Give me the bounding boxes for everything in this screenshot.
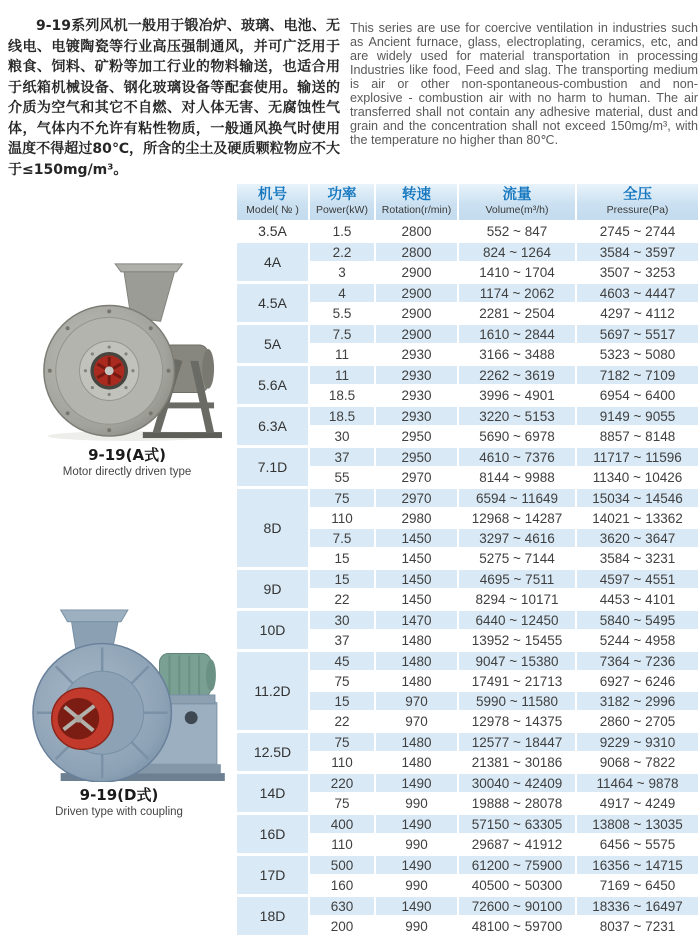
cell-volume: 13952 ~ 15455	[458, 630, 576, 651]
cell-rotation: 2800	[375, 221, 458, 242]
fan-b-photo	[10, 604, 228, 782]
cell-power: 400	[309, 814, 375, 835]
cell-model: 17D	[237, 855, 309, 896]
header-power-zh: 功率	[327, 187, 357, 203]
cell-power: 160	[309, 875, 375, 896]
figure-a-subtitle: Motor directly driven type	[62, 466, 192, 478]
cell-power: 15	[309, 548, 375, 569]
cell-pressure: 9149 ~ 9055	[576, 406, 698, 427]
cell-volume: 3297 ~ 4616	[458, 528, 576, 548]
cell-power: 75	[309, 671, 375, 691]
cell-power: 1.5	[309, 221, 375, 242]
cell-power: 37	[309, 447, 375, 468]
cell-model: 7.1D	[237, 447, 309, 488]
cell-power: 75	[309, 732, 375, 753]
cell-model: 18D	[237, 896, 309, 936]
header-model-en: Model( № )	[246, 204, 299, 216]
cell-rotation: 1450	[375, 569, 458, 590]
cell-volume: 72600 ~ 90100	[458, 896, 576, 917]
cell-volume: 8294 ~ 10171	[458, 589, 576, 610]
cell-volume: 29687 ~ 41912	[458, 834, 576, 855]
cell-rotation: 1480	[375, 732, 458, 753]
header-rotation-zh: 转速	[402, 187, 431, 203]
cell-power: 30	[309, 610, 375, 631]
cell-power: 15	[309, 569, 375, 590]
cell-pressure: 6456 ~ 5575	[576, 834, 698, 855]
cell-power: 11	[309, 365, 375, 386]
header-volume-en: Volume(m³/h)	[485, 204, 549, 216]
cell-power: 110	[309, 834, 375, 855]
cell-pressure: 3507 ~ 3253	[576, 262, 698, 283]
cell-rotation: 970	[375, 691, 458, 711]
table-row	[237, 855, 698, 876]
cell-pressure: 2860 ~ 2705	[576, 711, 698, 732]
cell-power: 4	[309, 283, 375, 304]
cell-rotation: 2980	[375, 508, 458, 528]
cell-volume: 3996 ~ 4901	[458, 385, 576, 406]
cell-model: 16D	[237, 814, 309, 855]
cell-rotation: 2800	[375, 242, 458, 263]
cell-rotation: 1480	[375, 752, 458, 773]
cell-power: 7.5	[309, 528, 375, 548]
cell-model: 4A	[237, 242, 309, 283]
cell-power: 110	[309, 752, 375, 773]
header-power-en: Power(kW)	[316, 204, 368, 216]
cell-rotation: 2930	[375, 385, 458, 406]
cell-power: 18.5	[309, 406, 375, 427]
cell-rotation: 1490	[375, 855, 458, 876]
cell-power: 75	[309, 793, 375, 814]
cell-rotation: 1450	[375, 528, 458, 548]
cell-volume: 5690 ~ 6978	[458, 426, 576, 447]
cell-power: 630	[309, 896, 375, 917]
cell-volume: 824 ~ 1264	[458, 242, 576, 263]
header-volume-zh: 流量	[502, 187, 532, 203]
cell-pressure: 13808 ~ 13035	[576, 814, 698, 835]
cell-volume: 2281 ~ 2504	[458, 303, 576, 324]
cell-pressure: 11340 ~ 10426	[576, 467, 698, 488]
cell-volume: 1174 ~ 2062	[458, 283, 576, 304]
cell-rotation: 1450	[375, 548, 458, 569]
cell-rotation: 1490	[375, 773, 458, 794]
header-pressure-zh: 全压	[623, 187, 652, 203]
cell-pressure: 15034 ~ 14546	[576, 488, 698, 509]
cell-rotation: 990	[375, 793, 458, 814]
table-row	[237, 242, 698, 263]
cell-pressure: 6927 ~ 6246	[576, 671, 698, 691]
header-power	[309, 184, 375, 221]
cell-volume: 2262 ~ 3619	[458, 365, 576, 386]
cell-model: 14D	[237, 773, 309, 814]
cell-power: 3	[309, 262, 375, 283]
cell-volume: 19888 ~ 28078	[458, 793, 576, 814]
cell-pressure: 7169 ~ 6450	[576, 875, 698, 896]
cell-power: 2.2	[309, 242, 375, 263]
table-row	[237, 773, 698, 794]
cell-power: 22	[309, 589, 375, 610]
cell-volume: 40500 ~ 50300	[458, 875, 576, 896]
cell-power: 5.5	[309, 303, 375, 324]
cell-rotation: 2950	[375, 426, 458, 447]
cell-rotation: 2900	[375, 283, 458, 304]
intro-paragraph-chinese: 9-19系列风机一般用于锻冶炉、玻璃、电池、无线电、电镀陶瓷等行业高压强制通风，并可广泛用于粮食、饲料、矿粉等加工行业的物料输送，也适合用于纸箱机械设备、钢化玻璃设备等配套使用。输送的介质为空气和其它不自燃、对人体无害、无腐蚀性气体，气体内不允许有粘性物质，一般通风换气时使用温度不得超过80℃，所含的尘土及硬质颗粒物应不大于≤150mg/m³。	[8, 18, 340, 178]
cell-volume: 57150 ~ 63305	[458, 814, 576, 835]
cell-pressure: 6954 ~ 6400	[576, 385, 698, 406]
cell-volume: 8144 ~ 9988	[458, 467, 576, 488]
fan-b-inlet	[52, 688, 113, 749]
header-pressure-en: Pressure(Pa)	[606, 204, 669, 216]
spec-table-body	[237, 221, 698, 935]
cell-rotation: 990	[375, 916, 458, 935]
cell-rotation: 970	[375, 711, 458, 732]
cell-pressure: 11717 ~ 11596	[576, 447, 698, 468]
cell-pressure: 3584 ~ 3231	[576, 548, 698, 569]
cell-rotation: 1470	[375, 610, 458, 631]
cell-pressure: 7364 ~ 7236	[576, 651, 698, 672]
cell-power: 37	[309, 630, 375, 651]
cell-rotation: 990	[375, 875, 458, 896]
cell-pressure: 8857 ~ 8148	[576, 426, 698, 447]
cell-power: 200	[309, 916, 375, 935]
cell-volume: 12978 ~ 14375	[458, 711, 576, 732]
cell-volume: 17491 ~ 21713	[458, 671, 576, 691]
cell-rotation: 990	[375, 834, 458, 855]
cell-power: 18.5	[309, 385, 375, 406]
cell-rotation: 2900	[375, 324, 458, 345]
table-row	[237, 569, 698, 590]
cell-pressure: 14021 ~ 13362	[576, 508, 698, 528]
table-row	[237, 221, 698, 242]
cell-model: 10D	[237, 610, 309, 651]
table-row	[237, 406, 698, 427]
cell-power: 11	[309, 344, 375, 365]
header-pressure	[576, 184, 698, 221]
cell-power: 55	[309, 467, 375, 488]
cell-volume: 5275 ~ 7144	[458, 548, 576, 569]
figure-b-title: 9-19(D式)	[79, 786, 159, 804]
figure-fan-a	[28, 256, 226, 478]
cell-power: 220	[309, 773, 375, 794]
header-rotation	[375, 184, 458, 221]
header-rotation-en: Rotation(r/min)	[381, 204, 452, 216]
cell-volume: 6594 ~ 11649	[458, 488, 576, 509]
cell-rotation: 2970	[375, 488, 458, 509]
cell-rotation: 2930	[375, 406, 458, 427]
header-volume	[458, 184, 576, 221]
cell-pressure: 5323 ~ 5080	[576, 344, 698, 365]
cell-pressure: 11464 ~ 9878	[576, 773, 698, 794]
table-row	[237, 610, 698, 631]
cell-volume: 4610 ~ 7376	[458, 447, 576, 468]
cell-pressure: 9068 ~ 7822	[576, 752, 698, 773]
cell-pressure: 2745 ~ 2744	[576, 221, 698, 242]
cell-model: 4.5A	[237, 283, 309, 324]
cell-pressure: 3182 ~ 2996	[576, 691, 698, 711]
fan-a-photo	[28, 256, 226, 442]
cell-pressure: 4603 ~ 4447	[576, 283, 698, 304]
table-row	[237, 324, 698, 345]
cell-volume: 12577 ~ 18447	[458, 732, 576, 753]
cell-model: 11.2D	[237, 651, 309, 732]
cell-model: 5A	[237, 324, 309, 365]
cell-rotation: 1480	[375, 630, 458, 651]
figure-fan-b	[10, 604, 228, 818]
cell-volume: 61200 ~ 75900	[458, 855, 576, 876]
cell-pressure: 3584 ~ 3597	[576, 242, 698, 263]
cell-volume: 12968 ~ 14287	[458, 508, 576, 528]
cell-pressure: 4453 ~ 4101	[576, 589, 698, 610]
cell-pressure: 9229 ~ 9310	[576, 732, 698, 753]
table-row	[237, 283, 698, 304]
cell-pressure: 3620 ~ 3647	[576, 528, 698, 548]
cell-power: 75	[309, 488, 375, 509]
cell-volume: 21381 ~ 30186	[458, 752, 576, 773]
cell-volume: 1610 ~ 2844	[458, 324, 576, 345]
cell-volume: 30040 ~ 42409	[458, 773, 576, 794]
cell-pressure: 4917 ~ 4249	[576, 793, 698, 814]
table-row	[237, 651, 698, 672]
cell-volume: 9047 ~ 15380	[458, 651, 576, 672]
cell-pressure: 4297 ~ 4112	[576, 303, 698, 324]
cell-volume: 1410 ~ 1704	[458, 262, 576, 283]
table-row	[237, 896, 698, 917]
cell-volume: 3166 ~ 3488	[458, 344, 576, 365]
cell-power: 7.5	[309, 324, 375, 345]
intro-paragraph-english: This series are use for coercive ventilation in industries such as Ancient furnace, glass, electroplating, ceramics, etc, and are widely used for material transportation in processing Industries like food, Feed and slag. The transporting medium is air or other non-spontaneous-combustion and non- explosive - combustion air with no harm to human. The air transferred shall not contain any adhesive material, dust and grain and the concentration shall not exceed 150mg/m³, with the temperature no higher than 80℃.	[350, 21, 698, 147]
cell-volume: 48100 ~ 59700	[458, 916, 576, 935]
cell-rotation: 2900	[375, 262, 458, 283]
cell-model: 9D	[237, 569, 309, 610]
cell-pressure: 18336 ~ 16497	[576, 896, 698, 917]
cell-rotation: 2900	[375, 303, 458, 324]
table-row	[237, 447, 698, 468]
cell-power: 15	[309, 691, 375, 711]
cell-rotation: 2930	[375, 365, 458, 386]
spec-table	[237, 184, 698, 935]
cell-volume: 3220 ~ 5153	[458, 406, 576, 427]
table-row	[237, 814, 698, 835]
header-model-zh: 机号	[258, 187, 287, 203]
fan-a-housing	[44, 305, 175, 436]
cell-model: 5.6A	[237, 365, 309, 406]
cell-rotation: 2970	[375, 467, 458, 488]
cell-power: 45	[309, 651, 375, 672]
cell-pressure: 8037 ~ 7231	[576, 916, 698, 935]
cell-rotation: 1480	[375, 651, 458, 672]
cell-rotation: 1490	[375, 896, 458, 917]
header-model	[237, 184, 309, 221]
cell-model: 6.3A	[237, 406, 309, 447]
table-row	[237, 732, 698, 753]
cell-volume: 4695 ~ 7511	[458, 569, 576, 590]
cell-pressure: 4597 ~ 4551	[576, 569, 698, 590]
cell-rotation: 2950	[375, 447, 458, 468]
figure-b-subtitle: Driven type with coupling	[55, 806, 183, 818]
cell-pressure: 7182 ~ 7109	[576, 365, 698, 386]
table-row	[237, 365, 698, 386]
spec-table-header-row	[237, 184, 698, 221]
cell-rotation: 1490	[375, 814, 458, 835]
cell-rotation: 2930	[375, 344, 458, 365]
cell-model: 12.5D	[237, 732, 309, 773]
cell-pressure: 16356 ~ 14715	[576, 855, 698, 876]
cell-power: 30	[309, 426, 375, 447]
cell-pressure: 5840 ~ 5495	[576, 610, 698, 631]
cell-rotation: 1450	[375, 589, 458, 610]
cell-volume: 6440 ~ 12450	[458, 610, 576, 631]
cell-pressure: 5244 ~ 4958	[576, 630, 698, 651]
cell-rotation: 1480	[375, 671, 458, 691]
cell-volume: 5990 ~ 11580	[458, 691, 576, 711]
cell-power: 500	[309, 855, 375, 876]
cell-power: 110	[309, 508, 375, 528]
cell-model: 3.5A	[258, 223, 287, 239]
cell-pressure: 5697 ~ 5517	[576, 324, 698, 345]
cell-volume: 552 ~ 847	[458, 221, 576, 242]
cell-power: 22	[309, 711, 375, 732]
cell-model: 8D	[237, 488, 309, 569]
table-row	[237, 488, 698, 509]
figure-a-title: 9-19(A式)	[88, 446, 166, 464]
